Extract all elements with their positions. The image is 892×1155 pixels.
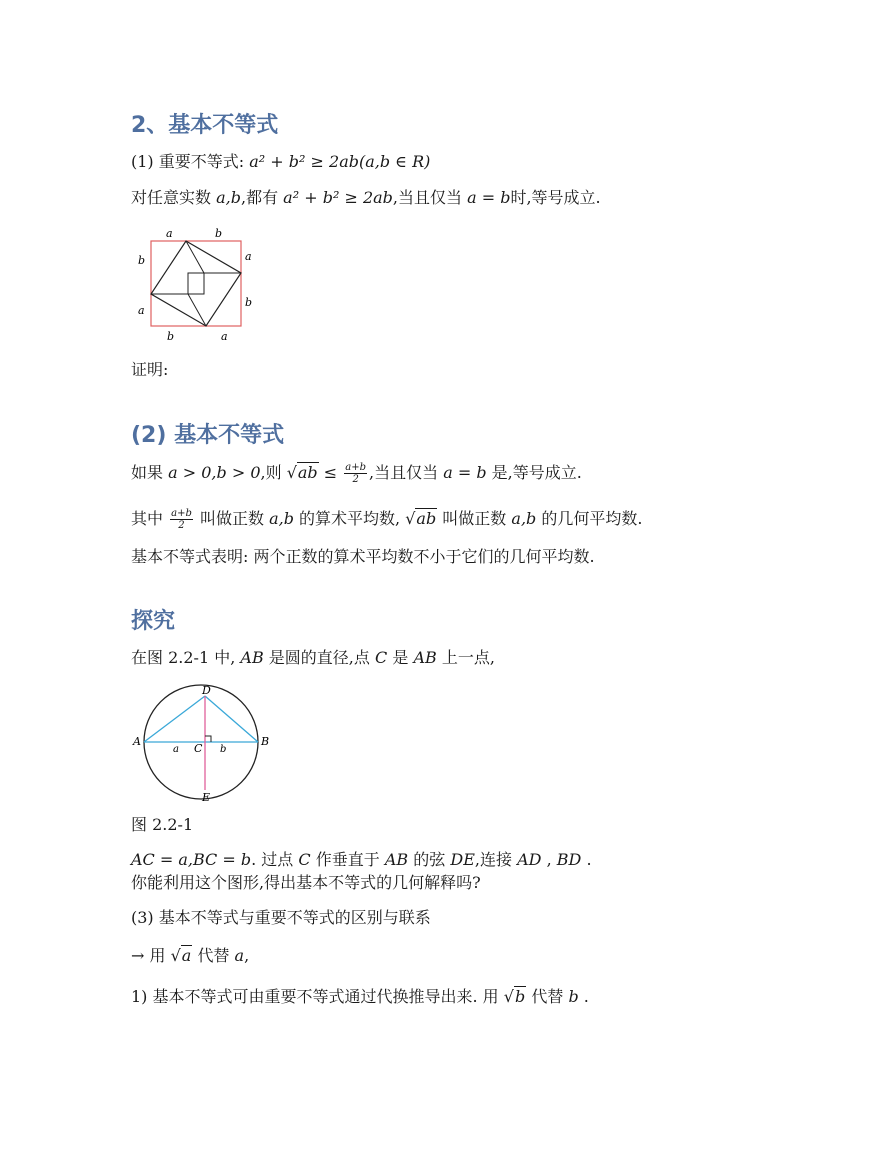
basic-inequality-line	[131, 462, 582, 485]
section-heading-explore: 探究	[131, 609, 176, 634]
line1-suffix: 是,等号成立.	[491, 463, 582, 482]
label-left-a: a	[138, 304, 145, 317]
point-label-a: A	[133, 735, 141, 748]
line2-mid1: 叫做正数	[199, 509, 264, 528]
line2-vars1: a,b	[269, 509, 294, 528]
section-heading-basic-inequality: 2、基本不等式	[131, 113, 279, 138]
square-proof-diagram	[131, 226, 261, 346]
important-inequality-line	[131, 152, 430, 172]
segment-label-b: b	[220, 744, 227, 755]
line1-prefix: 如果	[131, 463, 164, 482]
point-label-c: C	[194, 742, 203, 755]
condition-vars: a,b	[216, 188, 241, 207]
fraction-a-plus-b-over-2: $\frac{a+b}{2}$	[345, 462, 367, 485]
construction-bd: BD	[556, 850, 582, 869]
construction-mid2: 作垂直于	[315, 850, 380, 869]
inequality-meaning-line: 基本不等式表明: 两个正数的算术平均数不小于它们的几何平均数.	[131, 547, 595, 566]
explore-prefix: 在图 2.2-1 中,	[131, 648, 236, 667]
mean-definition-line	[131, 508, 642, 531]
explore-ab2: AB	[413, 648, 437, 667]
sqrt-a: √a	[170, 946, 192, 965]
label-bottom-a: a	[221, 330, 228, 343]
last-suffix: .	[583, 987, 589, 1006]
construction-c: C	[298, 850, 311, 869]
condition-prefix: 对任意实数	[131, 188, 212, 207]
construction-de: DE	[450, 850, 475, 869]
section-heading-inequality-2: (2) 基本不等式	[131, 423, 285, 448]
explore-mid1: 是圆的直径,点	[268, 648, 370, 667]
item3-line: (3) 基本不等式与重要不等式的区别与联系	[131, 908, 431, 927]
explore-ab: AB	[240, 648, 264, 667]
line1-mid: ,当且仅当	[369, 463, 439, 482]
arrow-var: a	[234, 946, 245, 965]
line2-formula: AC = a,BC = b	[131, 850, 252, 869]
line2-vars2: a,b	[511, 509, 537, 528]
label-left-b: b	[138, 254, 146, 267]
condition-suffix: 时,等号成立.	[510, 188, 601, 207]
line1-le: ≤	[323, 463, 338, 482]
sqrt-ab-1: √ab	[286, 463, 318, 482]
center-small-square	[188, 273, 204, 294]
outer-square	[151, 241, 241, 326]
last-var: b	[568, 987, 579, 1006]
construction-ad: AD	[517, 850, 542, 869]
label-right-b: b	[245, 296, 253, 309]
figure-caption: 图 2.2-1	[131, 815, 194, 834]
label-top-a: a	[166, 227, 173, 240]
last-prefix: 1) 基本不等式可由重要不等式通过代换推导出来. 用	[131, 987, 499, 1006]
item1-formula: a² + b² ≥ 2ab(a,b ∈ R)	[249, 152, 431, 171]
point-label-d: D	[202, 684, 211, 697]
line2-suffix: 的几何平均数.	[541, 509, 643, 528]
sqrt-ab-2: √ab	[405, 509, 437, 528]
arrow-suffix: ,	[244, 946, 250, 965]
label-bottom-b: b	[167, 330, 175, 343]
inner-tilted-square	[151, 241, 241, 326]
construction-line	[131, 850, 592, 870]
point-label-e: E	[202, 791, 211, 804]
explore-suffix: 上一点,	[441, 648, 495, 667]
line2-prefix: 其中	[131, 509, 164, 528]
construction-mid3: 的弦	[413, 850, 446, 869]
circle-diagram	[131, 682, 271, 804]
last-mid: 代替	[531, 987, 564, 1006]
arrow-mid: 代替	[197, 946, 230, 965]
condition-mid: ,都有	[240, 188, 279, 207]
construction-mid1: . 过点	[251, 850, 294, 869]
item1-label: (1) 重要不等式:	[131, 152, 245, 171]
line1-cond: a > 0,b > 0	[168, 463, 261, 482]
fraction-arith-mean: $\frac{a+b}{2}$	[171, 508, 192, 531]
point-label-b: B	[261, 735, 270, 748]
condition-formula: a² + b² ≥ 2ab	[283, 188, 393, 207]
line1-eq: a = b	[443, 463, 487, 482]
explore-mid2: 是	[392, 648, 409, 667]
substitution-line-b	[131, 987, 589, 1007]
line2-mid2: 的算术平均数,	[299, 509, 401, 528]
arrow-prefix: → 用	[131, 946, 166, 965]
line2-mid3: 叫做正数	[442, 509, 507, 528]
proof-label: 证明:	[131, 360, 169, 379]
substitution-line-a	[131, 946, 249, 966]
condition-eq: a = b	[467, 188, 511, 207]
segment-label-a: a	[173, 744, 179, 755]
question-line: 你能利用这个图形,得出基本不等式的几何解释吗?	[131, 873, 481, 892]
label-right-a: a	[245, 250, 252, 263]
segment-bd	[205, 696, 258, 742]
explore-c: C	[374, 648, 388, 667]
condition-line	[131, 188, 601, 208]
construction-ab: AB	[384, 850, 409, 869]
condition-mid2: ,当且仅当	[392, 188, 462, 207]
construction-mid4: ,连接	[474, 850, 512, 869]
sqrt-b: √b	[503, 987, 526, 1006]
line1-then: ,则	[260, 463, 282, 482]
construction-comma: ,	[546, 850, 552, 869]
right-angle-mark	[205, 736, 211, 742]
construction-end: .	[586, 850, 592, 869]
explore-intro-line	[131, 648, 495, 668]
segment-ad	[144, 696, 205, 742]
label-top-b: b	[215, 227, 223, 240]
